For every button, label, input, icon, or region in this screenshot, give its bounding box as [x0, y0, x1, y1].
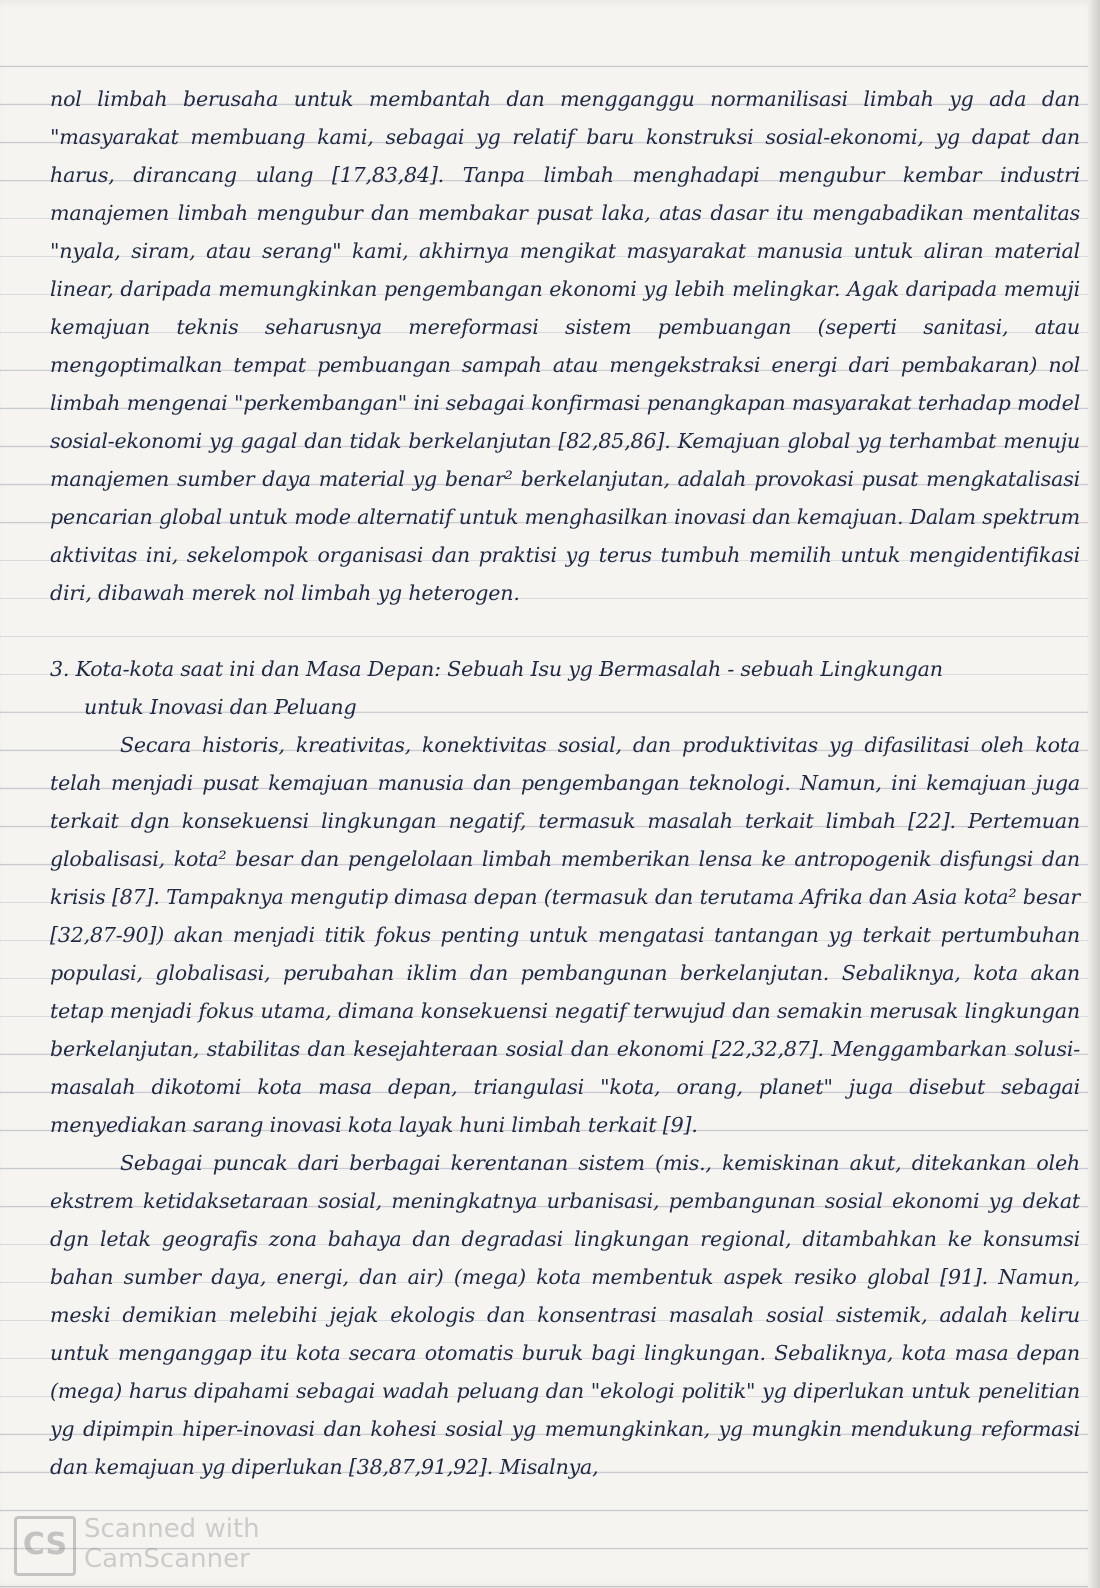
watermark-camscanner: CamScanner — [84, 1544, 250, 1574]
paragraph-cities-history: Secara historis, kreativitas, konektivitas sosial, dan produktivitas yg difasilitasi oleh kota telah menjadi pusat kemajuan manusia dan pengembangan teknologi. Namun, ini kemajuan juga terkait dgn konsekuensi lingkungan negatif, termasuk masalah terkait limbah [22]. Pertemuan globalisasi, kota² besar dan pengelolaan limbah memberikan lensa ke antropogenik disfungsi dan krisis [87]. Tampaknya mengutip dimasa depan (termasuk dan terutama Afrika dan Asia kota² besar [32,87-90]) akan menjadi titik fokus penting untuk mengatasi tantangan yg terkait pertumbuhan populasi, globalisasi, perubahan iklim dan pembangunan berkelanjutan. Sebaliknya, kota akan tetap menjadi fokus utama, dimana konsekuensi negatif terwujud dan semakin merusak lingkungan berkelanjutan, stabilitas dan kesejahteraan sosial dan ekonomi [22,32,87]. Menggambarkan solusi-masalah dikotomi kota masa depan, triangulasi "kota, orang, planet" juga disebut sebagai menyediakan sarang inovasi kota layak huni limbah terkait [9]. — [50, 733, 1080, 1137]
paragraph-zero-waste: nol limbah berusaha untuk membantah dan mengganggu normanilisasi limbah yg ada dan "masyarakat membuang kami, sebagai yg relatif baru konstruksi sosial-ekonomi, yg dapat dan harus, dirancang ulang [17,83,84]. Tanpa limbah menghadapi mengubur kembar industri manajemen limbah mengubur dan membakar pusat laka, atas dasar itu mengabadikan mentalitas "nyala, siram, atau serang" kami, akhirnya mengikat masyarakat manusia untuk aliran material linear, daripada memungkinkan pengembangan ekonomi yg lebih melingkar. Agak daripada memuji kemajuan teknis seharusnya mereformasi sistem pembuangan (seperti sanitasi, atau mengoptimalkan tempat pembuangan sampah atau mengekstraksi energi dari pembakaran) nol limbah mengenai "perkembangan" ini sebagai konfirmasi penangkapan masyarakat terhadap model sosial-ekonomi yg gagal dan tidak berkelanjutan [82,85,86]. Kemajuan global yg terhambat menuju manajemen sumber daya material yg benar² berkelanjutan, adalah provokasi pusat mengkatalisasi pencarian global untuk mode alternatif untuk menghasilkan inovasi dan kemajuan. Dalam spektrum aktivitas ini, sekelompok organisasi dan praktisi yg terus tumbuh memilih untuk mengidentifikasi diri, dibawah merek nol limbah yg heterogen. — [50, 87, 1080, 605]
section-heading-line-2: untuk Inovasi dan Peluang — [84, 695, 357, 719]
section-heading — [50, 650, 1080, 726]
section-heading-line-1: 3. Kota-kota saat ini dan Masa Depan: Sebuah Isu yg Bermasalah - sebuah Lingkungan — [50, 657, 943, 681]
watermark-scanned-with: Scanned with — [84, 1514, 260, 1544]
paragraph-cities-risk: Sebagai puncak dari berbagai kerentanan sistem (mis., kemiskinan akut, ditekankan oleh ekstrem ketidaksetaraan sosial, meningkatnya urbanisasi, pembangunan sosial ekonomi yg dekat dgn letak geografis zona bahaya dan degradasi lingkungan regional, ditambahkan ke konsumsi bahan sumber daya, energi, dan air) (mega) kota membentuk aspek resiko global [91]. Namun, meski demikian melebihi jejak ekologis dan konsentrasi masalah sosial sistemik, adalah keliru untuk menganggap itu kota secara otomatis buruk bagi lingkungan. Sebaliknya, kota masa depan (mega) harus dipahami sebagai wadah peluang dan "ekologi politik" yg diperlukan untuk penelitian yg dipimpin hiper-inovasi dan kohesi sosial yg memungkinkan, yg mungkin mendukung reformasi dan kemajuan yg diperlukan [38,87,91,92]. Misalnya, — [50, 1151, 1080, 1479]
handwritten-text-block — [50, 80, 1080, 1486]
camscanner-logo: CS — [14, 1516, 76, 1576]
page-edge-shadow — [1088, 0, 1100, 1588]
camscanner-watermark — [14, 1508, 314, 1578]
